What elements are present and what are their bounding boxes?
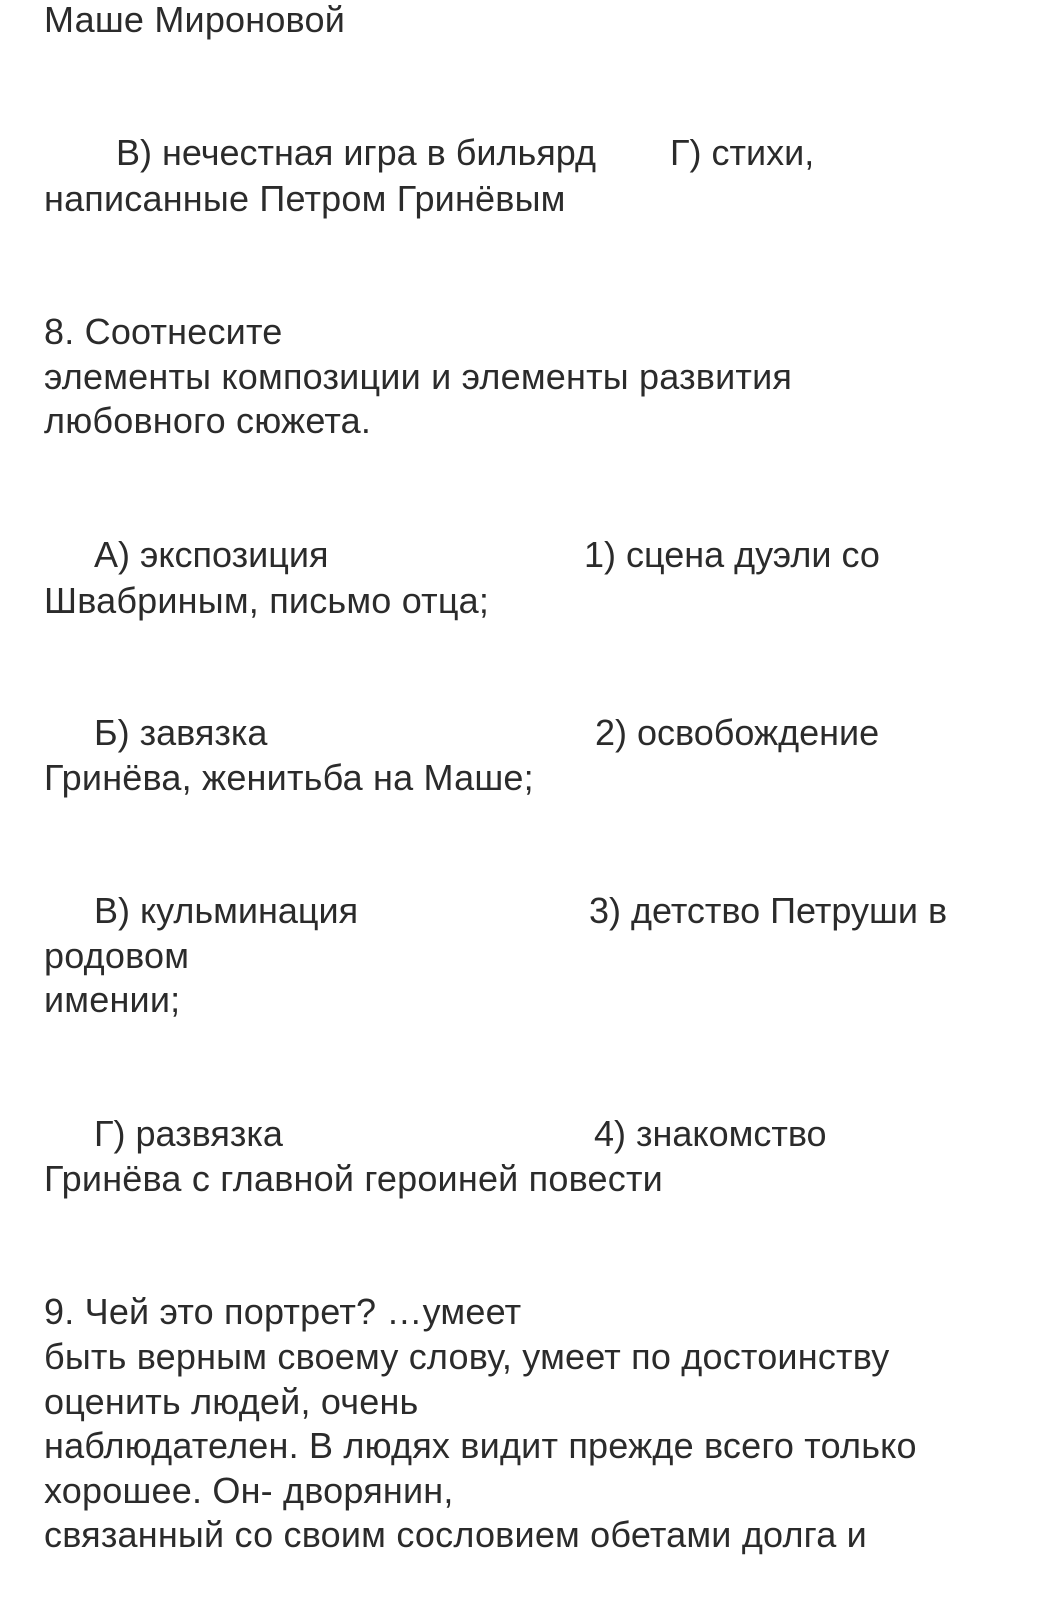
q8-pair-b-left: Б) завязка [94,712,268,753]
q8-pair-g-right: 4) знакомство [594,1113,827,1154]
q8-pair-a-left: А) экспозиция [94,534,329,575]
q8-pair-v-right: 3) детство Петруши в [589,890,948,931]
q9-text-line-2: быть верным своему слову, умеет по достоинству [44,1336,890,1377]
q9-text-line-3: оценить людей, очень [44,1381,419,1422]
q8-pair-g-cont: Гринёва с главной героиней повести [44,1158,663,1199]
q8-pair-a-cont: Швабриным, письмо отца; [44,580,490,621]
q9-text-line-6: связанный со своим сословием обетами долга и [44,1514,867,1555]
q7-option-v: В) нечестная игра в бильярд [116,132,596,173]
q8-pair-b-right: 2) освобождение [595,712,880,753]
q8-pair-v-left: В) кульминация [94,890,359,931]
q7-answer-tail: Маше Мироновой [44,0,346,40]
q8-heading: 8. Соотнесите [44,311,283,352]
q8-pair-v-cont-2: имении; [44,979,181,1020]
q8-pair-b-cont: Гринёва, женитьба на Маше; [44,757,534,798]
q8-pair-v-cont-1: родовом [44,935,190,976]
q8-pair-a-right: 1) сцена дуэли со [584,534,880,575]
q8-text-line-3: любовного сюжета. [44,400,372,441]
q9-text-line-4: наблюдателен. В людях видит прежде всего только [44,1425,917,1466]
q7-option-g-cont: написанные Петром Гринёвым [44,178,566,219]
q8-text-line-2: элементы композиции и элементы развития [44,356,793,397]
q9-text-line-5: хорошее. Он- дворянин, [44,1470,454,1511]
q9-heading: 9. Чей это портрет? …умеет [44,1291,522,1332]
q8-pair-g-left: Г) развязка [94,1113,283,1154]
q7-option-g: Г) стихи, [670,132,815,173]
